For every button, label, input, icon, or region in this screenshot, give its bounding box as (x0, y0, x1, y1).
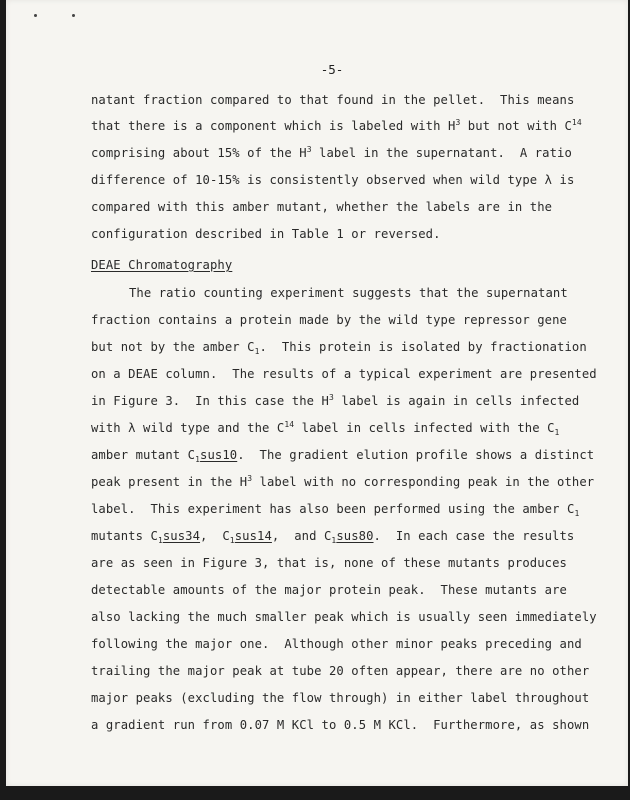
text-line: compared with this amber mutant, whether the labels are in the (91, 200, 553, 214)
text-line: following the major one. Although other minor peaks preceding and (91, 637, 582, 651)
text-line: that there is a component which is labeled with $H^3$ but not with $C^{14}$ (91, 118, 582, 133)
text-line: comprising about 15% of the $H^3$ label in the supernatant. A ratio (91, 145, 572, 160)
section-heading: DEAE Chromatography (91, 258, 233, 272)
text-line: major peaks (excluding the flow through) in either label throughout (91, 691, 590, 705)
text-line: also lacking the much smaller peak which is usually seen immediately (91, 610, 597, 624)
text-line: configuration described in Table 1 or reversed. (91, 227, 441, 241)
text-line: mutants $C_1sus34$, $C_1sus14$, and $C_1sus80$. In each case the results (91, 529, 575, 545)
text-line: detectable amounts of the major protein peak. These mutants are (91, 583, 567, 597)
text-line: The ratio counting experiment suggests that the supernatant (129, 286, 568, 300)
text-line: amber mutant $C_1sus10$. The gradient elution profile shows a distinct (91, 448, 595, 464)
text-line: label. This experiment has also been performed using the amber $C_1$ (91, 502, 580, 518)
document-page (6, 0, 628, 786)
text-line: peak present in the $H^3$ label with no corresponding peak in the other (91, 474, 595, 489)
text-line: in Figure 3. In this case the $H^3$ label is again in cells infected (91, 393, 580, 408)
page-number: -5- (320, 62, 344, 77)
punch-mark (72, 14, 75, 17)
text-line: a gradient run from 0.07 M KCl to 0.5 M KCl. Furthermore, as shown (91, 718, 590, 732)
text-line: natant fraction compared to that found in the pellet. This means (91, 93, 575, 107)
text-line: with λ wild type and the $C^{14}$ label in cells infected with the $C_1$ (91, 420, 560, 437)
punch-mark (34, 14, 37, 17)
text-line: on a DEAE column. The results of a typical experiment are presented (91, 367, 597, 381)
text-line: fraction contains a protein made by the wild type repressor gene (91, 313, 567, 327)
text-line: difference of 10-15% is consistently observed when wild type λ is (91, 173, 575, 187)
text-line: are as seen in Figure 3, that is, none of these mutants produces (91, 556, 567, 570)
text-line: trailing the major peak at tube 20 often appear, there are no other (91, 664, 590, 678)
text-line: but not by the amber $C_1$. This protein is isolated by fractionation (91, 340, 587, 356)
